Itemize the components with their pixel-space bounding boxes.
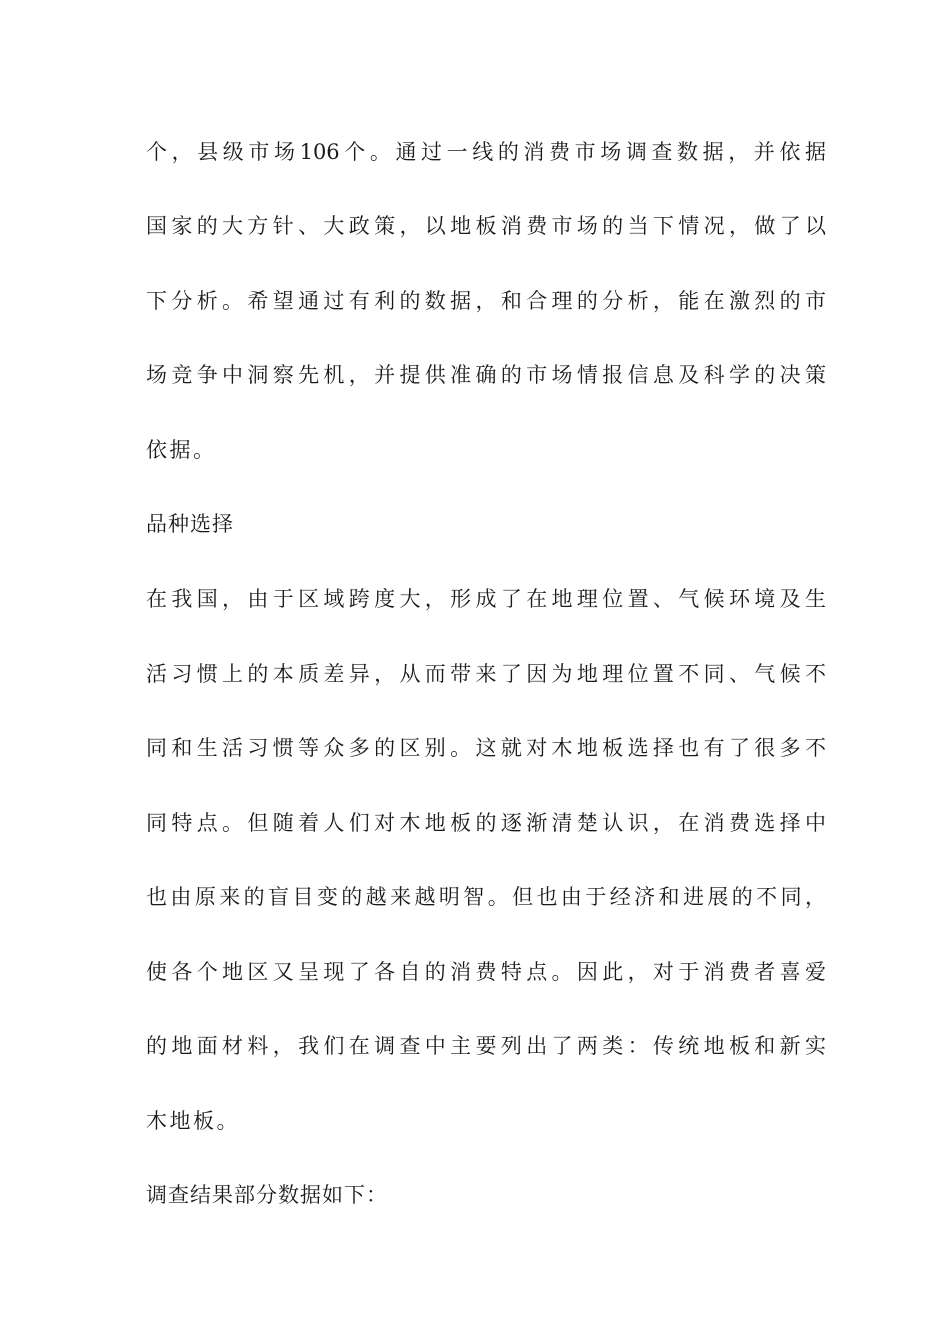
paragraph-line: 木地板。 [146,1109,240,1133]
paragraph-line: 国家的大方针、大政策，以地板消费市场的当下情况，做了以 [146,214,826,238]
section-heading: 品种选择 [146,512,234,536]
paragraph-line: 个，县级市场106个。通过一线的消费市场调查数据，并依据 [146,140,826,164]
paragraph-line: 依据。 [146,438,217,462]
paragraph-line: 下分析。希望通过有利的数据，和合理的分析，能在激烈的市 [146,289,826,313]
paragraph-line: 使各个地区又呈现了各自的消费特点。因此，对于消费者喜爱 [146,960,826,984]
paragraph-line: 活习惯上的本质差异，从而带来了因为地理位置不同、气候不 [146,662,826,686]
paragraph-line: 同和生活习惯等众多的区别。这就对木地板选择也有了很多不 [146,736,826,760]
paragraph-line: 也由原来的盲目变的越来越明智。但也由于经济和进展的不同， [146,885,826,909]
paragraph-line: 的地面材料，我们在调查中主要列出了两类：传统地板和新实 [146,1034,826,1058]
paragraph-line: 同特点。但随着人们对木地板的逐渐清楚认识，在消费选择中 [146,811,826,835]
paragraph-line: 调查结果部分数据如下： [146,1183,388,1207]
paragraph-line: 在我国，由于区域跨度大，形成了在地理位置、气候环境及生 [146,587,826,611]
paragraph-line: 场竞争中洞察先机，并提供准确的市场情报信息及科学的决策 [146,363,826,387]
